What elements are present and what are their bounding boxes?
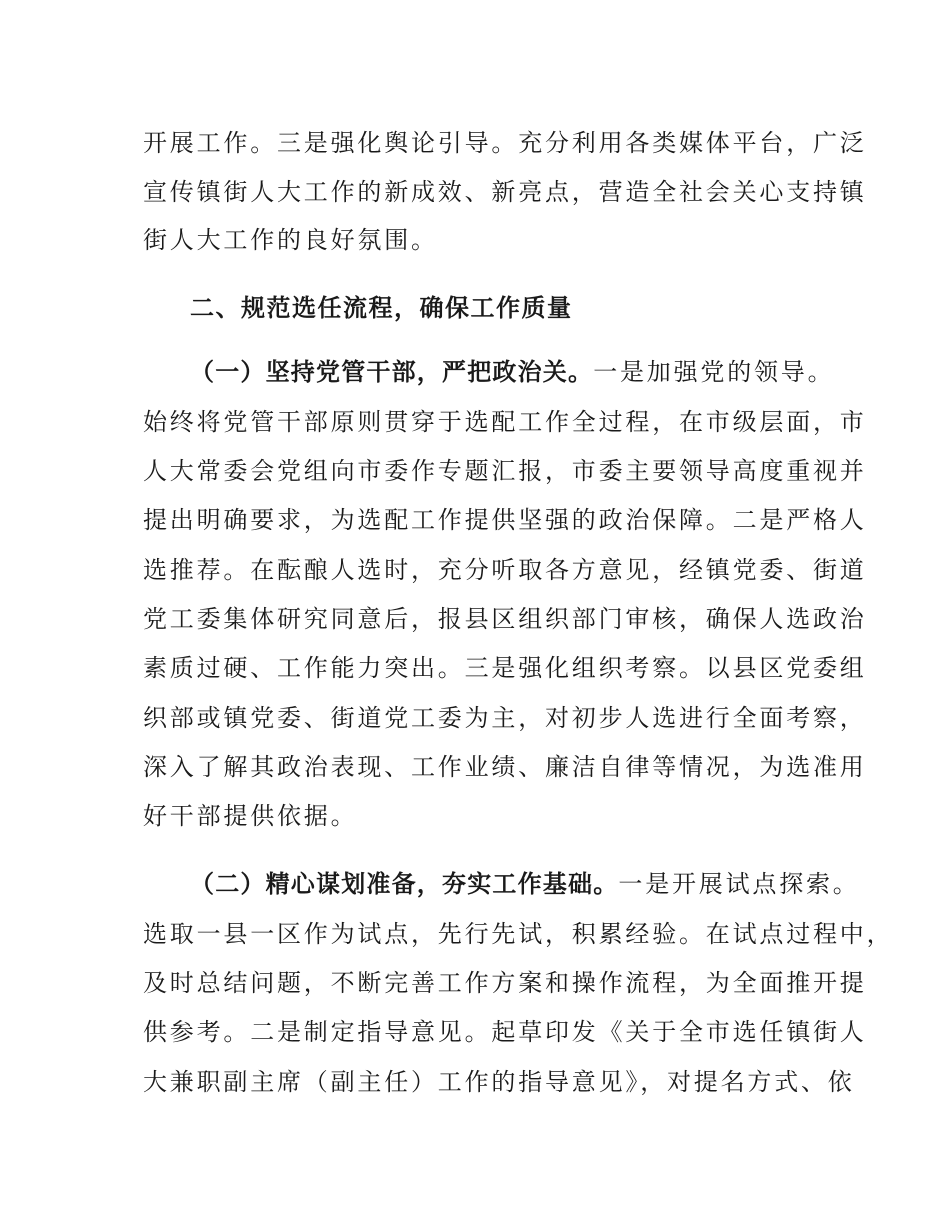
paragraph-line: 大兼职副主席（副主任）工作的指导意见》，对提名方式、依 [143,1068,855,1096]
subsection-text: 一是加强党的领导。 [593,358,835,386]
paragraph-line: 选推荐。在酝酿人选时，充分听取各方意见，经镇党委、街道 [143,556,867,584]
subsection-title: （二）精心谋划准备，夯实工作基础。 [190,870,619,898]
paragraph-line: 及时总结问题，不断完善工作方案和操作流程，为全面推开提 [143,969,867,997]
paragraph-line: 宣传镇街人大工作的新成效、新亮点，营造全社会关心支持镇 [143,178,867,206]
section-heading: 二、规范选任流程，确保工作质量 [190,294,573,322]
paragraph-line: 深入了解其政治表现、工作业绩、廉洁自律等情况，为选准用 [143,753,867,781]
paragraph-line: 织部或镇党委、街道党工委为主，对初步人选进行全面考察， [143,704,867,732]
paragraph-line: 选取一县一区作为试点，先行先试，积累经验。在试点过程中， [143,920,894,948]
paragraph-line: 开展工作。三是强化舆论引导。充分利用各类媒体平台，广泛 [143,129,867,157]
paragraph-line: 党工委集体研究同意后，报县区组织部门审核，确保人选政治 [143,605,867,633]
paragraph-line: 人大常委会党组向市委作专题汇报，市委主要领导高度重视并 [143,457,867,485]
paragraph-line: 好干部提供依据。 [143,802,358,830]
paragraph-line: 供参考。二是制定指导意见。起草印发《关于全市选任镇街人 [143,1018,867,1046]
subsection-first-line [190,868,870,900]
subsection-text: 一是开展试点探索。 [618,870,860,898]
paragraph-line: 始终将党管干部原则贯穿于选配工作全过程，在市级层面，市 [143,408,867,436]
subsection-title: （一）坚持党管干部，严把政治关。 [190,358,594,386]
paragraph-line: 提出明确要求，为选配工作提供坚强的政治保障。二是严格人 [143,506,867,534]
paragraph-line: 素质过硬、工作能力突出。三是强化组织考察。以县区党委组 [143,654,867,682]
paragraph-line: 街人大工作的良好氛围。 [143,226,438,254]
subsection-first-line [190,356,870,388]
